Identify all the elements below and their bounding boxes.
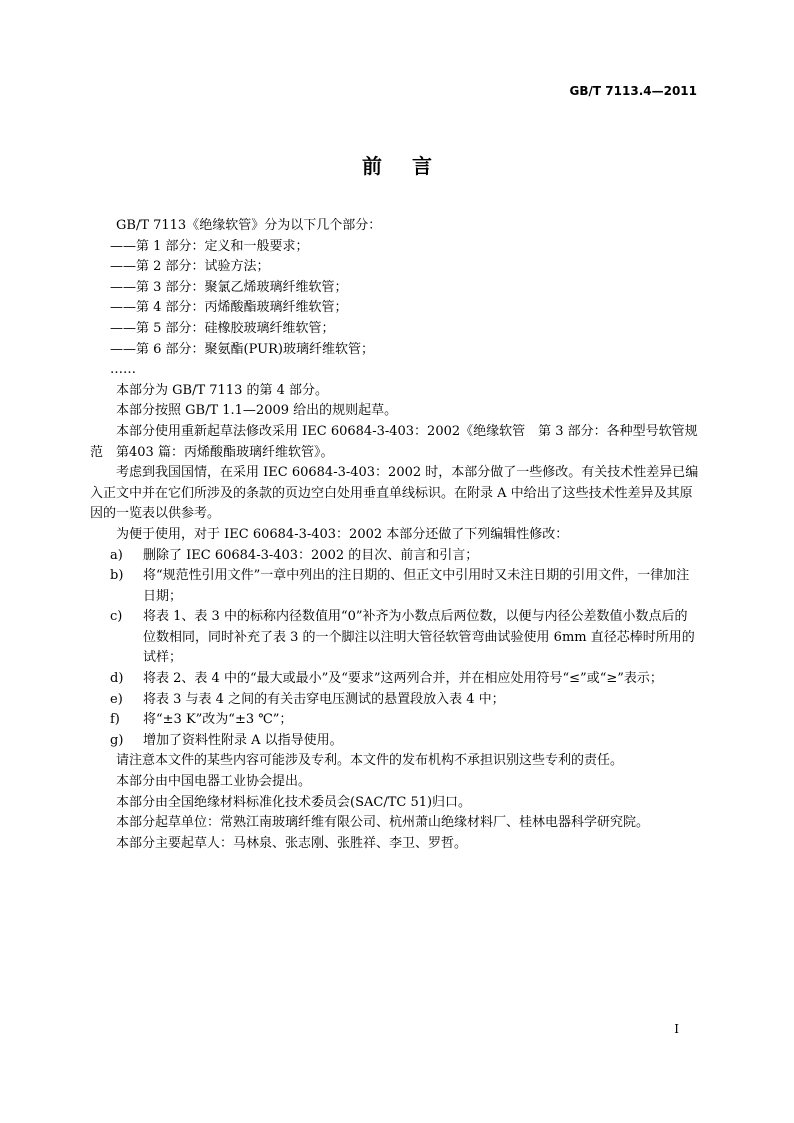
- list-item: ——第 6 部分：聚氨酯(PUR)玻璃纤维软管；: [110, 341, 374, 357]
- edit-item: [90, 690, 700, 711]
- foreword-body: [90, 216, 700, 854]
- edit-label: e): [110, 691, 123, 707]
- paragraph: 考虑到我国国情，在采用 IEC 60684-3-403：2002 时，本部分做了一些修改。有关技术性差异已编入正文中并在它们所涉及的条款的页边空白处用垂直单线标识。在附录 A 中给出了这些技术性差异及其原因的一览表以供参考。: [90, 465, 699, 522]
- edit-item: [90, 546, 700, 567]
- edit-text: 将“±3 K”改为“±3 ℃”；: [143, 712, 293, 728]
- edit-item: [90, 669, 700, 690]
- edit-label: d): [110, 671, 124, 687]
- drafting-units: 本部分起草单位：常熟江南玻璃纤维有限公司、杭州萧山绝缘材料厂、桂林电器科学研究院。: [116, 815, 650, 831]
- patent-notice: 请注意本文件的某些内容可能涉及专利。本文件的发布机构不承担识别这些专利的责任。: [116, 753, 624, 769]
- edit-text: 将表 2、表 4 中的“最大或最小”及“要求”这两列合并，并在相应处用符号“≤”或“≥”表示；: [143, 671, 663, 687]
- drafters: 本部分主要起草人：马林泉、张志刚、张胜祥、李卫、罗哲。: [116, 835, 468, 851]
- edit-label: f): [110, 712, 120, 728]
- edit-text: 将表 1、表 3 中的标称内径数值用“0”补齐为小数点后两位数，以便与内径公差数值小数点后的位数相同，同时补充了表 3 的一个脚注以注明大管径软管弯曲试验使用 6mm 直径芯棒时所用的试样；: [143, 609, 695, 666]
- list-item: ——第 5 部分：硅橡胶玻璃纤维软管；: [110, 320, 335, 336]
- paragraph: 本部分使用重新起草法修改采用 IEC 60684-3-403：2002《绝缘软管 第 3 部分：各种型号软管规范 第403 篇：丙烯酸酯玻璃纤维软管》。: [90, 423, 698, 460]
- edit-text: 增加了资料性附录 A 以指导使用。: [143, 732, 343, 748]
- edit-text: 将表 3 与表 4 之间的有关击穿电压测试的悬置段放入表 4 中；: [143, 691, 505, 707]
- paragraph: 本部分为 GB/T 7113 的第 4 部分。: [116, 382, 329, 398]
- standard-number: GB/T 7113.4—2011: [569, 84, 697, 98]
- list-item: ——第 3 部分：聚氯乙烯玻璃纤维软管；: [110, 279, 348, 295]
- paragraph: 本部分按照 GB/T 1.1—2009 给出的规则起草。: [116, 403, 398, 419]
- edit-item: [90, 710, 700, 731]
- edit-text: 删除了 IEC 60684-3-403：2002 的目次、前言和引言；: [143, 547, 479, 563]
- edit-item: [90, 566, 700, 607]
- edit-label: c): [110, 609, 123, 625]
- edit-label: a): [110, 547, 123, 563]
- page-title: 前言: [362, 154, 462, 178]
- paragraph: 为便于使用，对于 IEC 60684-3-403：2002 本部分还做了下列编辑性修改：: [116, 526, 569, 542]
- page-number: I: [674, 1022, 679, 1036]
- list-item: ——第 2 部分：试验方法；: [110, 259, 270, 275]
- edit-item: [90, 731, 700, 752]
- proposer: 本部分由中国电器工业协会提出。: [116, 774, 312, 790]
- edit-text: 将“规范性引用文件”一章中列出的注日期的、但正文中引用时又未注日期的引用文件，一律加注日期；: [143, 568, 690, 604]
- edit-label: g): [110, 732, 124, 748]
- committee: 本部分由全国绝缘材料标准化技术委员会(SAC/TC 51)归口。: [116, 794, 472, 810]
- edit-label: b): [110, 568, 124, 584]
- list-ellipsis: ……: [110, 362, 136, 378]
- list-item: ——第 1 部分：定义和一般要求；: [110, 238, 309, 254]
- edit-item: [90, 607, 700, 669]
- parts-intro: GB/T 7113《绝缘软管》分为以下几个部分：: [116, 218, 382, 233]
- list-item: ——第 4 部分：丙烯酸酯玻璃纤维软管；: [110, 300, 348, 316]
